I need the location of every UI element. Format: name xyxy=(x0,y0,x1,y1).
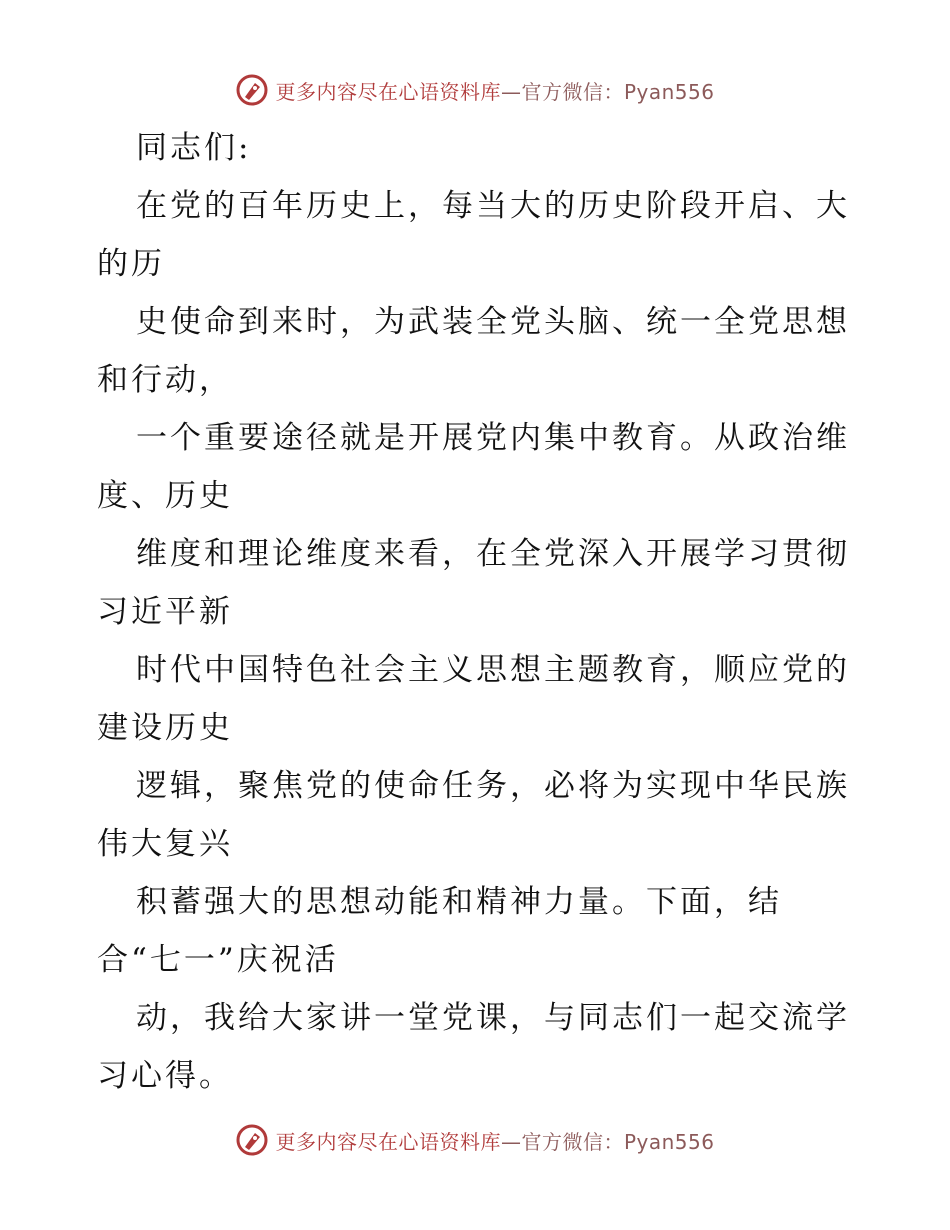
doc-line: 合“七一”庆祝活 xyxy=(97,942,339,978)
doc-line: 动，我给大家讲一堂党课，与同志们一起交流学 xyxy=(136,1000,850,1036)
banner-text xyxy=(275,1126,714,1155)
pen-nib-logo-icon xyxy=(235,73,269,107)
doc-line: 积蓄强大的思想动能和精神力量。下面，结 xyxy=(136,884,782,920)
doc-line: 建设历史 xyxy=(97,710,233,746)
banner-red-text: 更多内容尽在心语资料库 xyxy=(275,79,501,104)
banner-red-text: 更多内容尽在心语资料库 xyxy=(275,1129,501,1154)
banner-text xyxy=(275,76,714,105)
doc-line: 和行动， xyxy=(97,362,233,398)
pen-nib-logo-icon xyxy=(235,1123,269,1157)
banner-wechat-text: —官方微信：Pyan556 xyxy=(500,1129,715,1154)
doc-line: 时代中国特色社会主义思想主题教育，顺应党的 xyxy=(136,652,850,688)
doc-line: 度、历史 xyxy=(97,478,233,514)
doc-line: 史使命到来时，为武装全党头脑、统一全党思想 xyxy=(136,304,850,340)
doc-line: 维度和理论维度来看，在全党深入开展学习贯彻 xyxy=(136,536,850,572)
doc-line: 在党的百年历史上，每当大的历史阶段开启、大 xyxy=(136,188,850,224)
doc-line: 伟大复兴 xyxy=(97,826,233,862)
doc-line: 习近平新 xyxy=(97,594,233,630)
footer-banner xyxy=(0,1120,950,1160)
doc-line: 的历 xyxy=(97,246,165,282)
doc-line: 习心得。 xyxy=(97,1058,233,1094)
banner-wechat-text: —官方微信：Pyan556 xyxy=(500,79,715,104)
header-banner xyxy=(0,70,950,110)
doc-line: 逻辑，聚焦党的使命任务，必将为实现中华民族 xyxy=(136,768,850,804)
doc-line: 一个重要途径就是开展党内集中教育。从政治维 xyxy=(136,420,850,456)
doc-line: 同志们: xyxy=(136,130,252,166)
